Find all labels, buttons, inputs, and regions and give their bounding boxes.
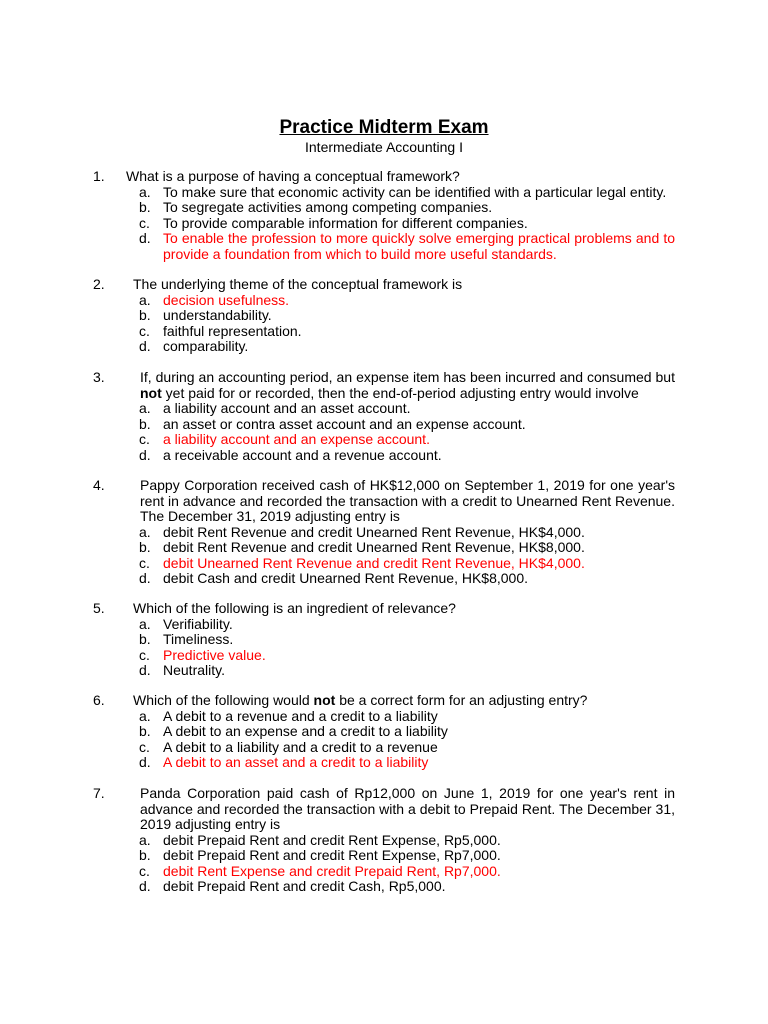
option-text: Verifiability.	[163, 615, 233, 632]
option-letter: c.	[139, 431, 150, 447]
option-text: a liability account and an expense account.	[163, 431, 430, 447]
option-text: a receivable account and a revenue account.	[163, 446, 442, 463]
option-text: a liability account and an asset account.	[163, 400, 411, 416]
question-number: 1.	[93, 168, 105, 184]
stem-text: Which of the following would	[133, 692, 310, 708]
option-text: To segregate activities among competing companies.	[163, 199, 493, 215]
answer-option-correct	[139, 431, 675, 448]
option-letter: a.	[139, 523, 151, 540]
option-text: To enable the profession to more quickly solve emerging practical problems and to provide a foundation from which to build more useful standards.	[163, 230, 675, 262]
answer-option	[139, 707, 675, 725]
question-stem: Which of the following is an ingredient of relevance?	[133, 600, 456, 616]
answer-option-correct	[139, 230, 675, 262]
option-letter: c.	[139, 322, 150, 339]
answer-option	[139, 570, 675, 587]
option-letter: d.	[139, 338, 151, 354]
question-6	[0, 693, 768, 771]
answer-option	[139, 338, 675, 355]
question-7	[0, 786, 768, 895]
option-letter: b.	[139, 631, 151, 647]
question-number: 6.	[93, 692, 105, 708]
answer-option-correct	[139, 646, 675, 664]
answer-option-correct	[139, 554, 675, 572]
question-number: 2.	[93, 276, 105, 292]
exam-subtitle: Intermediate Accounting I	[305, 139, 463, 155]
stem-text: If, during an accounting period, an expense item has been incurred and consumed but	[140, 369, 675, 385]
option-text: Neutrality.	[163, 662, 225, 678]
option-letter: a.	[139, 615, 151, 632]
option-letter: b.	[139, 199, 151, 215]
answer-option	[139, 847, 675, 864]
option-letter: a.	[139, 400, 151, 416]
option-text: debit Rent Revenue and credit Unearned Rent Revenue, HK$4,000.	[163, 523, 585, 540]
answer-option	[139, 183, 675, 201]
question-number: 4.	[93, 477, 105, 493]
option-letter: c.	[139, 738, 150, 755]
answer-option	[139, 831, 675, 849]
answer-option	[139, 415, 675, 433]
question-1	[0, 169, 768, 262]
stem-text: be a correct form for an adjusting entry?	[339, 692, 588, 708]
question-stem: What is a purpose of having a conceptual framework?	[126, 168, 460, 184]
question-number: 5.	[93, 600, 105, 616]
option-text: debit Rent Revenue and credit Unearned Rent Revenue, HK$8,000.	[163, 539, 585, 555]
answer-option	[139, 738, 675, 756]
stem-text: yet paid for or recorded, then the end-of-period adjusting entry would involve	[165, 384, 639, 401]
option-letter: b.	[139, 307, 151, 323]
answer-option	[139, 723, 675, 740]
stem-emphasis: not	[313, 692, 336, 708]
option-letter: b.	[139, 539, 151, 555]
option-text: A debit to a revenue and a credit to a liability	[163, 707, 438, 724]
question-stem	[140, 370, 675, 401]
answer-option-correct	[139, 291, 675, 309]
question-stem	[133, 693, 675, 709]
option-letter: c.	[139, 862, 150, 879]
option-text: debit Prepaid Rent and credit Rent Expense, Rp5,000.	[163, 831, 501, 848]
question-3	[0, 370, 768, 463]
option-letter: d.	[139, 570, 151, 586]
option-text: A debit to an expense and a credit to a liability	[163, 723, 448, 739]
answer-option	[139, 199, 675, 216]
option-letter: a.	[139, 707, 151, 724]
option-text: comparability.	[163, 338, 249, 354]
option-text: faithful representation.	[163, 322, 302, 339]
option-text: decision usefulness.	[163, 291, 290, 308]
answer-option	[139, 307, 675, 324]
option-letter: d.	[139, 446, 151, 463]
exam-title: Practice Midterm Exam	[279, 117, 489, 138]
option-text: Timeliness.	[163, 631, 234, 647]
option-text: debit Cash and credit Unearned Rent Revenue, HK$8,000.	[163, 570, 529, 586]
option-letter: c.	[139, 646, 150, 663]
answer-option	[139, 523, 675, 541]
question-number: 7.	[93, 785, 105, 801]
stem-emphasis: not	[140, 384, 162, 401]
option-text: understandability.	[163, 307, 272, 323]
question-4	[0, 478, 768, 587]
question-5	[0, 601, 768, 679]
option-text: debit Rent Expense and credit Prepaid Rent, Rp7,000.	[163, 862, 501, 879]
option-letter: b.	[139, 847, 151, 863]
option-text: an asset or contra asset account and an expense account.	[163, 415, 526, 432]
question-stem: The underlying theme of the conceptual framework is	[133, 276, 463, 292]
question-2	[0, 277, 768, 355]
option-letter: c.	[139, 214, 150, 231]
option-letter: d.	[139, 754, 151, 770]
question-number: 3.	[93, 369, 105, 385]
option-text: A debit to a liability and a credit to a revenue	[163, 738, 438, 755]
answer-option	[139, 539, 675, 556]
answer-option	[139, 400, 675, 417]
question-stem: Pappy Corporation received cash of HK$12,000 on September 1, 2019 for one year's rent in advance and recorded the transaction with a credit to Unearned Rent Revenue. The December 31, 2019 adjusting entry is	[140, 477, 675, 524]
option-letter: a.	[139, 291, 151, 308]
option-text: A debit to an asset and a credit to a liability	[163, 754, 429, 770]
option-text: To make sure that economic activity can be identified with a particular legal entity.	[163, 183, 667, 200]
answer-option	[139, 615, 675, 633]
option-letter: a.	[139, 831, 151, 848]
option-text: Predictive value.	[163, 646, 266, 663]
option-letter: a.	[139, 183, 151, 200]
answer-option	[139, 631, 675, 648]
option-letter: d.	[139, 662, 151, 678]
option-letter: b.	[139, 415, 151, 432]
option-letter: d.	[139, 878, 151, 894]
option-letter: d.	[139, 230, 151, 246]
option-text: To provide comparable information for different companies.	[163, 214, 528, 231]
answer-option-correct	[139, 754, 675, 771]
answer-option	[139, 446, 675, 464]
question-stem: Panda Corporation paid cash of Rp12,000 on June 1, 2019 for one year's rent in advance and recorded the transaction with a debit to Prepaid Rent. The December 31, 2019 adjusting entry is	[140, 785, 675, 832]
option-text: debit Prepaid Rent and credit Cash, Rp5,000.	[163, 878, 446, 894]
option-letter: c.	[139, 554, 150, 571]
answer-option	[139, 214, 675, 232]
option-letter: b.	[139, 723, 151, 739]
answer-option	[139, 322, 675, 340]
answer-option	[139, 662, 675, 679]
answer-option	[139, 878, 675, 895]
option-text: debit Prepaid Rent and credit Rent Expense, Rp7,000.	[163, 847, 501, 863]
answer-option-correct	[139, 862, 675, 880]
option-text: debit Unearned Rent Revenue and credit Rent Revenue, HK$4,000.	[163, 554, 585, 571]
